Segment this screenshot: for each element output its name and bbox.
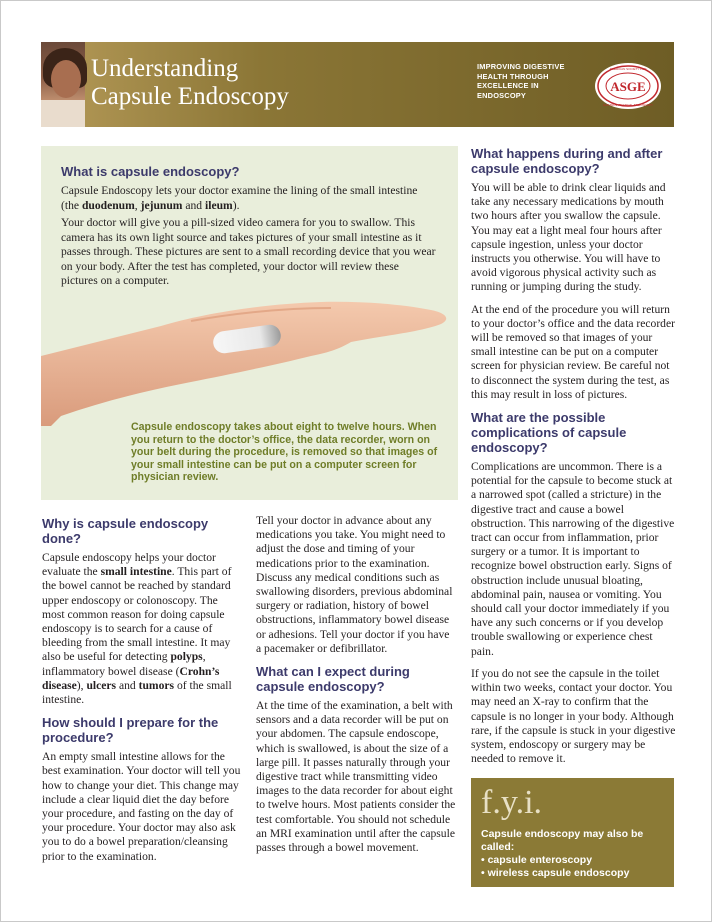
title-line-1: Understanding xyxy=(91,55,239,82)
tagline-line-2: HEALTH THROUGH xyxy=(477,71,549,81)
asge-logo xyxy=(593,61,663,111)
tagline-line-3: EXCELLENCE IN xyxy=(477,81,539,90)
fyi-text xyxy=(481,828,667,880)
woman-photo xyxy=(41,42,85,127)
logo-text: ASGE xyxy=(610,79,646,94)
intro-paragraph-1: Capsule Endoscopy lets your doctor examine the lining of the small intestine (the duodenum, jejunum and ileum). xyxy=(61,184,418,212)
fyi-item: • capsule enteroscopy xyxy=(481,854,667,867)
column-2 xyxy=(256,514,457,863)
tagline-line-4: ENDOSCOPY xyxy=(477,90,527,100)
hand-with-capsule-image xyxy=(41,286,458,426)
fyi-item: • wireless capsule endoscopy xyxy=(481,867,667,880)
header-banner xyxy=(41,42,674,127)
why-heading: Why is capsule endoscopy done? xyxy=(42,516,209,546)
during-paragraph-2: At the end of the procedure you will return to your doctor’s office and the data recorder will be removed so that images of your small intestine can be put on a computer screen for physician review. Be careful not to disconnect the system during the test, as this may result in loss of pictures. xyxy=(471,302,675,401)
intro-heading: What is capsule endoscopy? xyxy=(61,164,240,179)
why-paragraph: Capsule endoscopy helps your doctor evaluate the small intestine. This part of the bowel cannot be reached by standard upper endoscopy or colonoscopy. The most common reason for doing capsule endoscopy is to search for a cause of bleeding from the small intestine. It may also be useful for detecting polyps, inflammatory bowel disease (Crohn’s disease), ulcers and tumors of the small intestine. xyxy=(42,551,232,707)
svg-text:GASTROINTESTINAL ENDOSCOPY: GASTROINTESTINAL ENDOSCOPY xyxy=(603,103,653,107)
column-1 xyxy=(42,516,242,872)
title-line-2: Capsule Endoscopy xyxy=(91,83,289,110)
prepare-paragraph: An empty small intestine allows for the best examination. Your doctor will tell you how to change your diet. This change may include a clear liquid diet the day before your procedure, and fasting on the day of your procedure. Your doctor may also ask you to do a bowel preparation/cleansing prior to the examination. xyxy=(42,750,241,863)
column-3 xyxy=(471,146,676,774)
fyi-intro: Capsule endoscopy may also be called: xyxy=(481,828,644,853)
tagline-line-1: IMPROVING DIGESTIVE xyxy=(477,62,565,71)
complications-paragraph-2: If you do not see the capsule in the toilet within two weeks, contact your doctor. You may need an X-ray to confirm that the capsule is no longer in your body. Although rare, if the capsule is stuck in your digestive system, endoscopy or surgery may be needed to remove it. xyxy=(471,666,676,766)
medications-paragraph: Tell your doctor in advance about any medications you take. You might need to adjust the dose and timing of your medications prior to the examination. Discuss any medical conditions such as swallowing disorders, previous abdominal surgery or radiation, history of bowel obstructions, inflammatory bowel disease or adhesions. Tell your doctor if you have a pacemaker or defibrillator. xyxy=(256,514,453,655)
svg-text:AMERICAN SOCIETY FOR: AMERICAN SOCIETY FOR xyxy=(609,67,647,71)
fyi-list xyxy=(481,854,667,880)
during-paragraph-1: You will be able to drink clear liquids and take any necessary medications by mouth two hours after you swallow the capsule. You may eat a light meal four hours after capsule ingestion, unless your doctor instructs you otherwise. You will have to avoid vigorous physical activity such as running or jumping during the study. xyxy=(471,181,666,294)
complications-heading: What are the possible complications of capsule endoscopy? xyxy=(471,410,627,456)
prepare-heading: How should I prepare for the procedure? xyxy=(42,715,219,746)
intro-section xyxy=(41,146,458,500)
fyi-box xyxy=(471,778,674,887)
intro-paragraph-2: Your doctor will give you a pill-sized video camera for you to swallow. This camera has its own light source and takes pictures of your small intestine as it passes through. These pictures are sent to a small recording device that you wear on your body. After the test has completed, your doctor will review these pictures on a computer. xyxy=(61,216,436,288)
page-title xyxy=(91,55,411,111)
complications-paragraph-1: Complications are uncommon. There is a potential for the capsule to become stuck at a narrowed spot (called a stricture) in the digestive tract and cause a bowel obstruction. This narrowing of the digestive tract can occur from inflammation, prior surgery or a tumor. It is important to recognize bowel obstruction early. Signs of obstruction include unusual bloating, abdominal pain, nausea or vomiting. You should call your doctor immediately if you have any such concerns or if you develop trouble swallowing or experience chest pain. xyxy=(471,460,675,658)
fyi-title: f.y.i. xyxy=(481,784,543,821)
expect-heading: What can I expect during capsule endoscopy? xyxy=(256,664,410,695)
during-heading: What happens during and after capsule endoscopy? xyxy=(471,146,663,176)
tagline xyxy=(477,62,577,100)
intro-caption: Capsule endoscopy takes about eight to twelve hours. When you return to the doctor’s office, the data recorder, worn on your belt during the procedure, is removed so that images of your small intestine can be put on a computer screen for physician review. xyxy=(131,421,438,484)
expect-paragraph: At the time of the examination, a belt with sensors and a data recorder will be put on your abdomen. The capsule endoscope, which is swallowed, is about the size of a large pill. It passes naturally through your digestive tract while transmitting video images to the data recorder for about eight to twelve hours. Most patients consider the test comfortable. You should not schedule an MRI examination until after the capsule passes through a bowel movement. xyxy=(256,699,456,855)
